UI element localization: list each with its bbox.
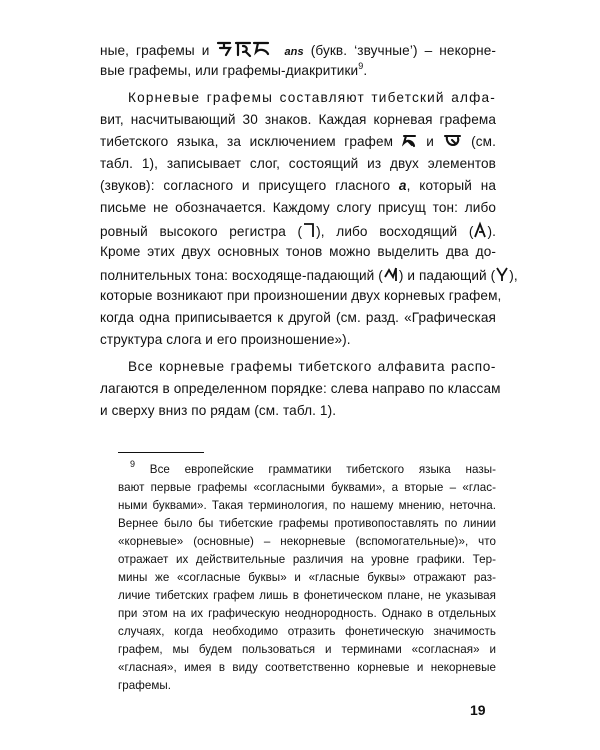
footnote-line-7: мины же «согласные буквы» и «гласные буквы» отражают раз-: [118, 571, 496, 584]
body-line-4: вит, насчитывающий 30 знаков. Каждая корневая графема: [100, 112, 496, 127]
transliteration: ans: [284, 46, 304, 58]
tibetan-script-icon: [216, 40, 284, 63]
tone-falling-icon: [495, 265, 509, 288]
body-line-16: лагаются в определенном порядке: слева направо по классам: [100, 381, 501, 396]
footnote-line-6: отражает их действительные различия на уровне графики. Тер-: [118, 553, 496, 566]
footnote-marker: 9: [130, 459, 136, 469]
text-segment: ) и падающий (: [398, 268, 496, 283]
body-line-8: письме не обозначается. Каждому слогу присущ тон: либо: [100, 200, 496, 215]
footnote-line-13: графемы.: [118, 679, 172, 692]
tone-rising-falling-icon: [383, 265, 399, 288]
tibetan-grapheme-a-icon: [402, 133, 418, 154]
body-line-9: [100, 221, 496, 239]
body-line-6: табл. 1), записывает слог, состоящий из двух элементов: [100, 156, 496, 171]
text-segment: ), либо восходящий (: [316, 224, 474, 239]
footnote-line-2: вают первые графемы «согласными буквами», а вторые – «глас-: [118, 481, 496, 494]
text-segment: ные, графемы и: [100, 43, 217, 58]
body-line-11: [100, 265, 518, 283]
body-line-10: Кроме этих двух основных тонов можно выделить два до-: [100, 244, 496, 259]
text-segment: и: [417, 134, 443, 149]
text-segment: ).: [487, 224, 496, 239]
text-segment: (звуков): согласного и присущего гласного: [100, 178, 399, 193]
body-line-7: [100, 177, 496, 195]
tibetan-grapheme-icon: [443, 133, 463, 154]
text-segment: , который на: [406, 178, 496, 193]
footnote-line-11: графем, мы будем пользоваться и терминами «согласная» и: [118, 643, 496, 656]
body-line-2: [100, 62, 496, 80]
body-line-12: которые возникают при произношении двух корневых графем,: [100, 288, 502, 303]
text-segment: (букв. ‘звучные’) – некорне-: [303, 43, 496, 58]
vowel-a: a: [398, 178, 407, 193]
body-line-13: когда одна приписывается к другой (см. разд. «Графическая: [100, 310, 496, 325]
text-segment: полнительных тона: восходяще-падающий (: [100, 268, 383, 283]
footnote-divider: [118, 452, 204, 453]
body-line-17: и сверху вниз по рядам (см. табл. 1).: [100, 403, 337, 418]
body-line-3: Корневые графемы составляют тибетский алфа-: [128, 90, 496, 105]
tone-rising-icon: [473, 221, 487, 244]
body-line-1: [100, 40, 496, 58]
text-segment: (см.: [462, 134, 496, 149]
text-segment: ровный высокого регистра (: [100, 224, 303, 239]
footnote-line-4: Вернее было бы тибетские графемы противопоставлять по линии: [118, 517, 496, 530]
footnote-line-10: случаях, когда необходимо отразить фонетическую значимость: [118, 625, 496, 638]
footnote-line-12: «гласная», имея в виду соответственно корневые и некорневые: [118, 661, 496, 674]
body-line-5: [100, 133, 496, 151]
footnote-line-3: ными буквами». Такая терминология, по нашему мнению, неточна.: [118, 499, 496, 512]
footnote-line-8: личие тибетских графем лишь в фонетическом плане, не указывая: [118, 589, 496, 602]
text-segment: .: [363, 63, 368, 78]
tone-level-icon: [302, 221, 316, 244]
page-number: 19: [470, 702, 486, 718]
footnote-line-9: при этом на их графическую неоднородность. Однако в отдельных: [118, 607, 496, 620]
footnote-line-1: [130, 459, 497, 478]
text-segment: ),: [509, 268, 518, 283]
body-line-15: Все корневые графемы тибетского алфавита распо-: [128, 359, 496, 374]
body-line-14: структура слога и его произношение»).: [100, 332, 351, 347]
text-segment: Все европейские грамматики тибетского языка назы-: [149, 463, 497, 476]
text-segment: вые графемы, или графемы-диакритики: [100, 63, 359, 78]
text-segment: тибетского языка, за исключением графем: [100, 134, 402, 149]
footnote-ref[interactable]: 9: [358, 61, 364, 71]
footnote-line-5: «корневые» (основные) – некорневые (вспомогательные)», что: [118, 535, 496, 548]
